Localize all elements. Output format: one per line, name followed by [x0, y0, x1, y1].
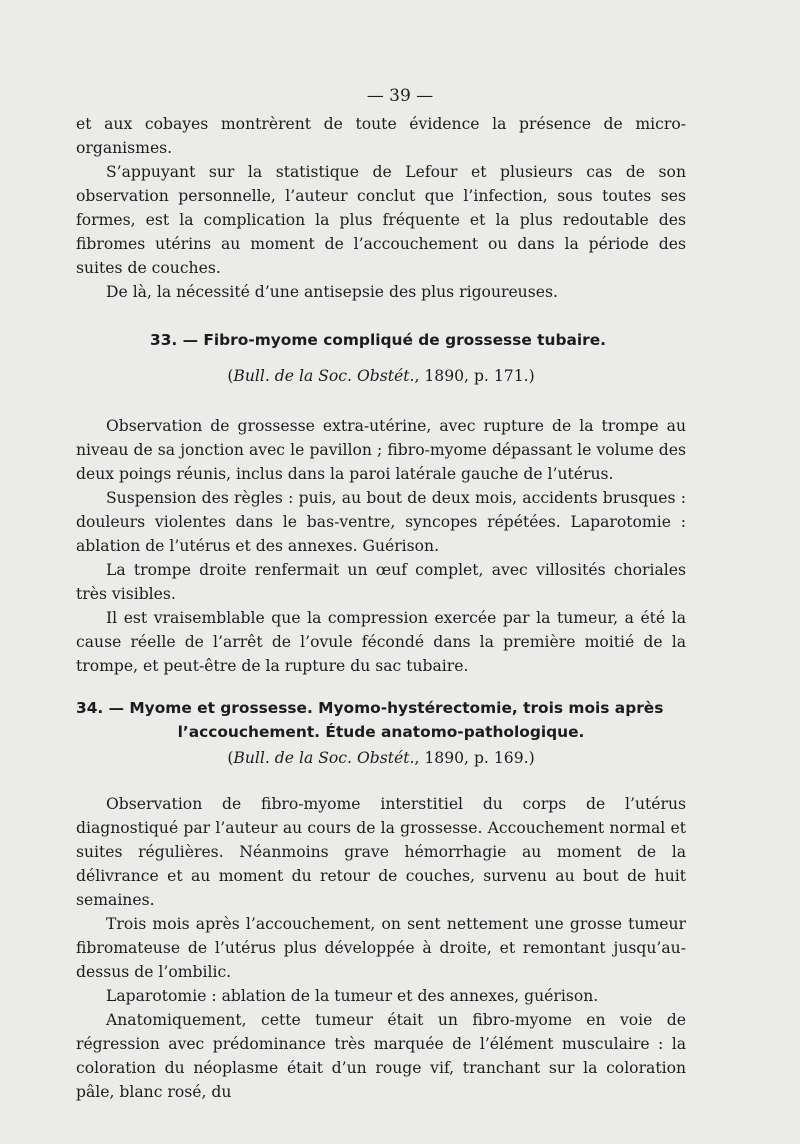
- citation-journal: Bull. de la Soc. Obstét.: [233, 367, 415, 385]
- citation-close-paren: ): [528, 749, 535, 767]
- section-34-paragraph-4: Anatomiquement, cette tumeur était un fibro-myome en voie de régression avec prédominance très marquée de l’élément musculaire : la coloration du néoplasme était d’un rouge vif, tranchant sur la coloration pâle, blanc rosé, du: [76, 1011, 686, 1101]
- page-body: [76, 112, 686, 1104]
- section-34-heading: [76, 696, 686, 744]
- citation-open-paren: (: [227, 749, 234, 767]
- intro-paragraph-2: S’appuyant sur la statistique de Lefour et plusieurs cas de son observation personnelle, l’auteur conclut que l’infection, sous toutes ses formes, est la complication la plus fréquente et la plus redoutable des fibromes utérins au moment de l’accouchement ou dans la période des suites de couches.: [76, 163, 686, 277]
- section-34-paragraph-1: Observation de fibro-myome interstitiel du corps de l’utérus diagnostiqué par l’auteur au cours de la grossesse. Accouchement normal et suites régulières. Néanmoins grave hémorrhagie au moment de la délivrance et au moment du retour de couches, survenu au bout de huit semaines.: [76, 795, 686, 909]
- section-34-paragraph-3: Laparotomie : ablation de la tumeur et des annexes, guérison.: [106, 987, 599, 1005]
- page-number: — 39 —: [366, 86, 434, 106]
- section-34-heading-line-1: 34. — Myome et grossesse. Myomo-hystérectomie, trois mois après: [76, 699, 664, 717]
- section-33-paragraph-1: Observation de grossesse extra-utérine, avec rupture de la trompe au niveau de sa jonction avec le pavillon ; fibro-myome dépassant le volume des deux poings réunis, inclus dans la paroi latérale gauche de l’utérus.: [76, 417, 686, 483]
- intro-paragraph-1: et aux cobayes montrèrent de toute évidence la présence de micro-organismes.: [76, 115, 686, 157]
- section-34-heading-line-2: l’accouchement. Étude anatomo-pathologique.: [177, 723, 585, 741]
- intro-paragraph-3: De là, la nécessité d’une antisepsie des plus rigoureuses.: [106, 283, 558, 301]
- citation-journal: Bull. de la Soc. Obstét.: [233, 749, 415, 767]
- citation-details: , 1890, p. 169.: [414, 749, 529, 767]
- section-33-paragraph-4: Il est vraisemblable que la compression exercée par la tumeur, a été la cause réelle de l’arrêt de l’ovule fécondé dans la première moitié de la trompe, et peut-être de la rupture du sac tubaire.: [76, 609, 686, 675]
- citation-open-paren: (: [227, 367, 234, 385]
- section-33-paragraph-3: La trompe droite renfermait un œuf complet, avec villosités choriales très visibles.: [76, 561, 686, 603]
- section-34-citation: [76, 746, 686, 770]
- section-33-paragraph-2: Suspension des règles : puis, au bout de deux mois, accidents brusques : douleurs violentes dans le bas-ventre, syncopes répétées. Laparotomie : ablation de l’utérus et des annexes. Guérison.: [76, 489, 686, 555]
- section-34-paragraph-2: Trois mois après l’accouchement, on sent nettement une grosse tumeur fibromateuse de l’utérus plus développée à droite, et remontant jusqu’au-dessus de l’ombilic.: [76, 915, 686, 981]
- section-33-heading: 33. — Fibro-myome compliqué de grossesse tubaire.: [149, 331, 606, 349]
- citation-details: , 1890, p. 171.: [414, 367, 529, 385]
- citation-close-paren: ): [528, 367, 535, 385]
- section-33-citation: [76, 364, 686, 388]
